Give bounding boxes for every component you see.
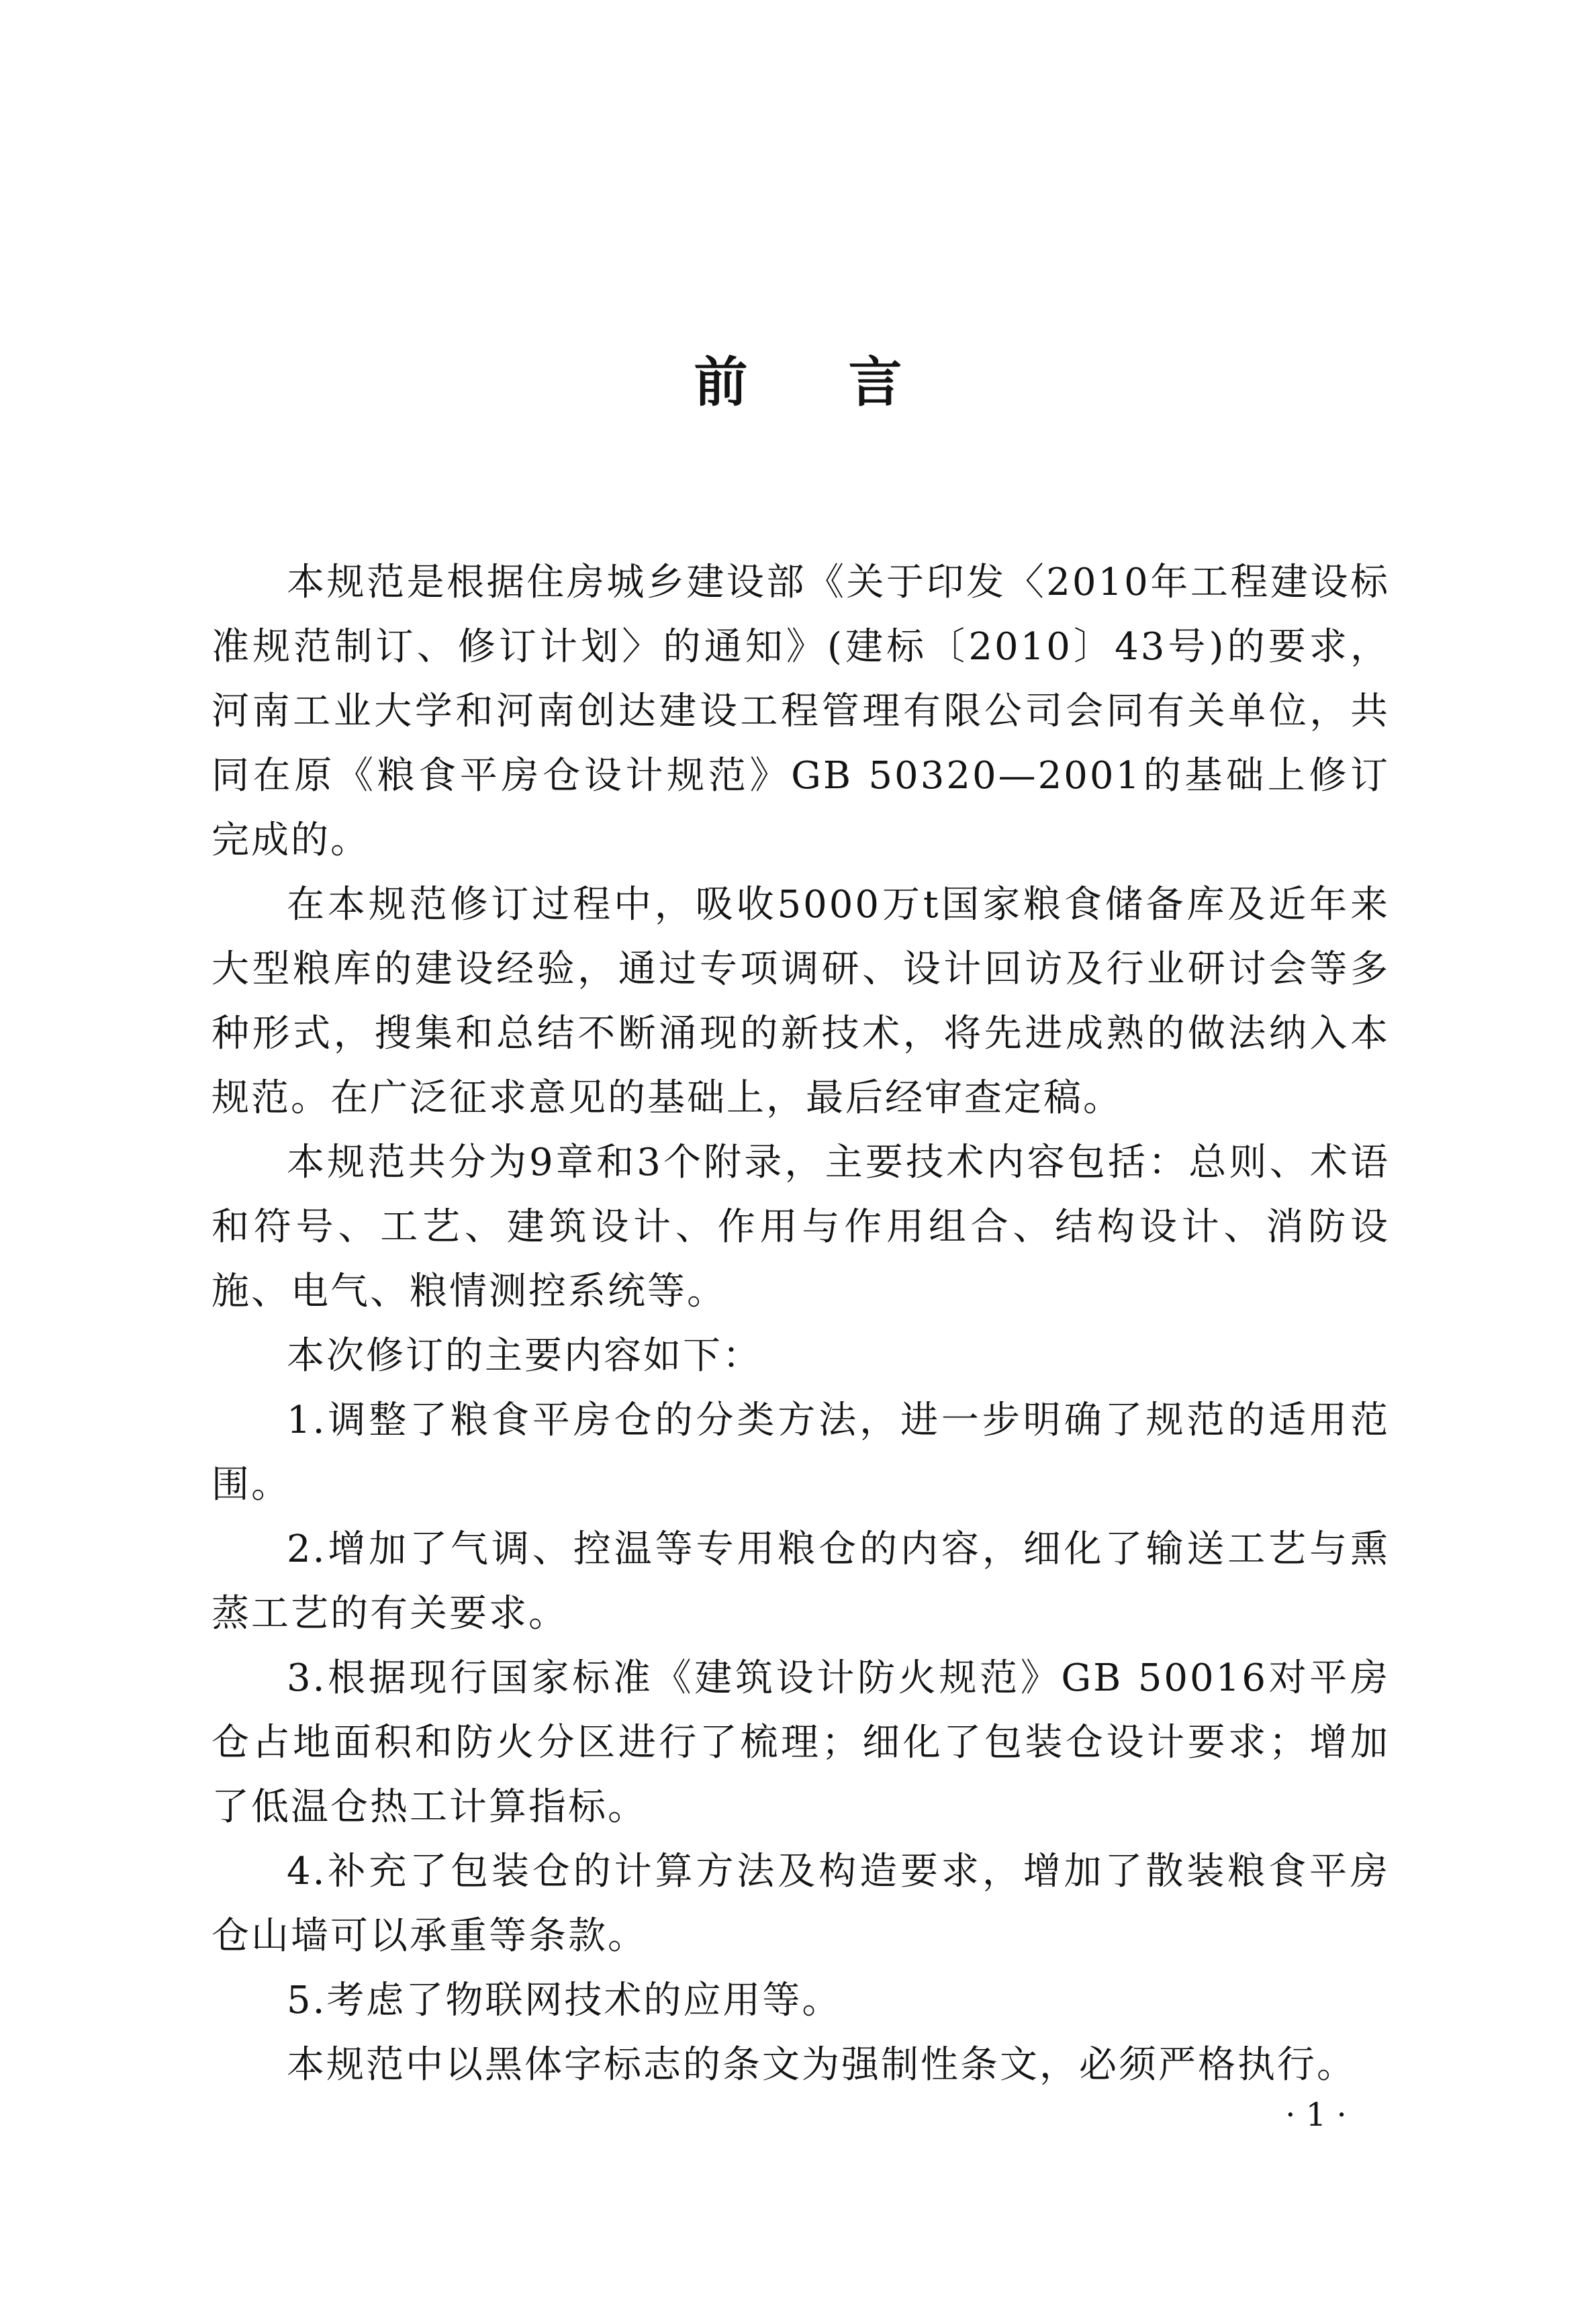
paragraph: 本规范中以黑体字标志的条文为强制性条文，必须严格执行。 xyxy=(287,2043,1356,2087)
paragraph: 在本规范修订过程中，吸收5000万t国家粮食储备库及近年来大型粮库的建设经验，通过专项调研、设计回访及行业研讨会等多种形式，搜集和总结不断涌现的新技术，将先进成熟的做法纳入本规范。在广泛征求意见的基础上，最后经审查定稿。 xyxy=(212,883,1390,1120)
list-item: 1.调整了粮食平房仓的分类方法，进一步明确了规范的适用范围。 xyxy=(212,1399,1390,1507)
list-item: 2.增加了气调、控温等专用粮仓的内容，细化了输送工艺与熏蒸工艺的有关要求。 xyxy=(212,1527,1390,1636)
page-title: 前言 xyxy=(694,351,1003,414)
paragraph: 本规范共分为9章和3个附录，主要技术内容包括：总则、术语和符号、工艺、建筑设计、作用与作用组合、结构设计、消防设施、电气、粮情测控系统等。 xyxy=(212,1141,1390,1313)
list-item: 5.考虑了物联网技术的应用等。 xyxy=(287,1979,842,2022)
preface-body xyxy=(212,551,1390,2097)
paragraph: 本次修订的主要内容如下： xyxy=(287,1334,762,1378)
list-item: 4.补充了包装仓的计算方法及构造要求，增加了散装粮食平房仓山墙可以承重等条款。 xyxy=(212,1850,1390,1958)
page-number: · 1 · xyxy=(1285,2096,1347,2134)
paragraph: 本规范是根据住房城乡建设部《关于印发〈2010年工程建设标准规范制订、修订计划〉的通知》(建标〔2010〕43号)的要求，河南工业大学和河南创达建设工程管理有限公司会同有关单位，共同在原《粮食平房仓设计规范》GB 50320—2001的基础上修订完成的。 xyxy=(212,561,1390,862)
list-item: 3.根据现行国家标准《建筑设计防火规范》GB 50016对平房仓占地面积和防火分区进行了梳理；细化了包装仓设计要求；增加了低温仓热工计算指标。 xyxy=(212,1656,1390,1829)
